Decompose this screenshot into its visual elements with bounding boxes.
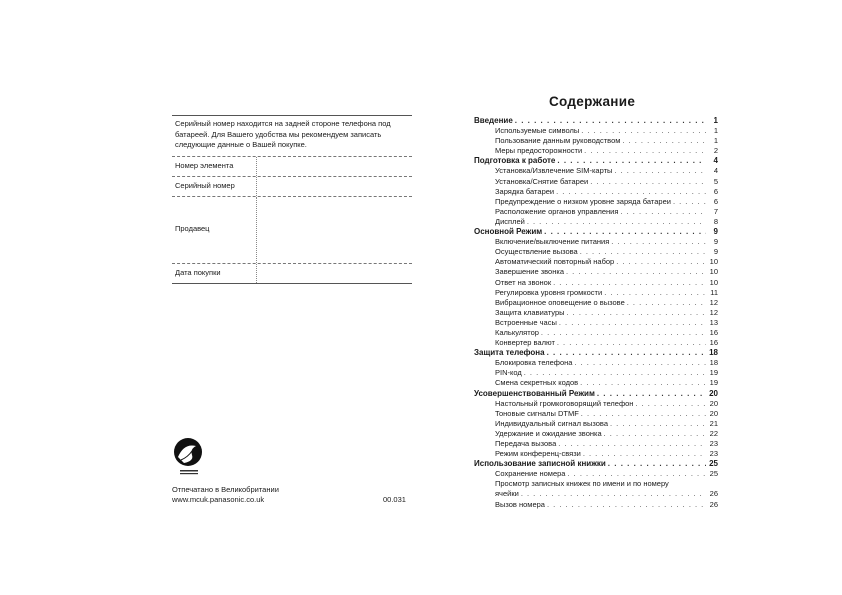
printed-in-text: Отпечатано в Великобритании xyxy=(172,485,279,494)
form-label-dealer: Продавец xyxy=(172,197,257,263)
toc-entry[interactable] xyxy=(474,278,718,288)
toc-page-number: 1 xyxy=(713,136,718,146)
document-code: 00.031 xyxy=(383,495,406,504)
toc-page-number: 6 xyxy=(713,186,718,196)
toc-page-number: 20 xyxy=(709,398,718,408)
toc-entry[interactable] xyxy=(474,419,718,429)
toc-entry-text: ячейки xyxy=(495,489,519,499)
table-of-contents xyxy=(474,116,718,510)
toc-page-number: 4 xyxy=(713,166,718,176)
toc-leader-dots xyxy=(580,247,706,257)
toc-entry-text: Основной Режим xyxy=(474,227,543,237)
toc-leader-dots xyxy=(515,116,706,126)
form-row-dealer xyxy=(172,197,412,264)
toc-entry-text: Дисплей xyxy=(495,216,525,226)
form-intro-text: Серийный номер находится на задней стороне телефона под батареей. Для Вашего удобства мы рекомендуем записать следующие данные о Вашей покупке. xyxy=(172,115,412,157)
toc-leader-dots xyxy=(567,308,706,318)
toc-page-number: 11 xyxy=(710,287,718,297)
form-label-item-number: Номер элемента xyxy=(172,157,257,176)
toc-leader-dots xyxy=(583,449,706,459)
purchase-record-form xyxy=(172,115,412,284)
toc-leader-dots xyxy=(557,156,706,166)
toc-entry-text: Просмотр записных книжек по имени и по номеру xyxy=(495,479,669,489)
toc-entry[interactable] xyxy=(474,247,718,257)
toc-entry[interactable] xyxy=(474,187,718,197)
toc-page-number: 1 xyxy=(713,126,718,136)
toc-page-number: 23 xyxy=(709,449,718,459)
toc-leader-dots xyxy=(521,489,706,499)
toc-entry-text: Предупреждение о низком уровне заряда батареи xyxy=(495,196,671,206)
toc-leader-dots xyxy=(604,288,706,298)
toc-entry[interactable] xyxy=(474,177,718,187)
toc-page-number: 13 xyxy=(709,317,718,327)
toc-entry[interactable] xyxy=(474,237,718,247)
toc-entry-text: Защита телефона xyxy=(474,348,545,358)
toc-entry-text: Включение/выключение питания xyxy=(495,237,610,247)
toc-page-number: 12 xyxy=(709,307,718,317)
toc-page-number: 10 xyxy=(709,277,718,287)
toc-leader-dots xyxy=(584,146,706,156)
toc-page-number: 12 xyxy=(709,297,718,307)
toc-leader-dots xyxy=(614,166,706,176)
toc-entry-text: Установка/Снятие батареи xyxy=(495,176,589,186)
toc-entry-text: Регулировка уровня громкости xyxy=(495,287,603,297)
toc-leader-dots xyxy=(559,318,706,328)
toc-page-number: 9 xyxy=(713,247,718,257)
toc-leader-dots xyxy=(574,358,706,368)
toc-entry-text: Блокировка телефона xyxy=(495,358,573,368)
toc-entry-text: Сохранение номера xyxy=(495,469,566,479)
toc-entry-text: Встроенные часы xyxy=(495,317,557,327)
toc-page-number: 26 xyxy=(709,499,718,509)
form-value-serial-number xyxy=(257,177,412,196)
toc-leader-dots xyxy=(557,338,706,348)
toc-entry-text: Зарядка батареи xyxy=(495,186,555,196)
toc-page-number: 4 xyxy=(713,156,718,166)
toc-leader-dots xyxy=(567,469,706,479)
toc-page-number: 20 xyxy=(709,408,718,418)
toc-entry[interactable] xyxy=(474,338,718,348)
toc-page-number: 5 xyxy=(713,176,718,186)
form-value-purchase-date xyxy=(257,264,412,283)
toc-leader-dots xyxy=(581,126,706,136)
toc-entry[interactable] xyxy=(474,308,718,318)
toc-leader-dots xyxy=(610,419,706,429)
toc-leader-dots xyxy=(611,237,706,247)
form-row-item-number xyxy=(172,157,412,177)
toc-section[interactable] xyxy=(474,227,718,237)
toc-leader-dots xyxy=(616,257,706,267)
toc-page-number: 23 xyxy=(709,439,718,448)
toc-entry[interactable] xyxy=(474,409,718,419)
toc-entry-text: Индивидуальный сигнал вызова xyxy=(495,418,608,428)
toc-entry-text: Вибрационное оповещение о вызове xyxy=(495,297,625,307)
toc-leader-dots xyxy=(597,389,706,399)
toc-section[interactable] xyxy=(474,156,718,166)
toc-page-number: 25 xyxy=(709,469,718,479)
toc-entry[interactable] xyxy=(474,378,718,388)
toc-page-number: 22 xyxy=(709,428,718,438)
toc-page-number: 9 xyxy=(713,227,718,237)
toc-leader-dots xyxy=(581,409,706,419)
toc-leader-dots xyxy=(635,399,706,409)
toc-leader-dots xyxy=(541,328,706,338)
toc-page-number: 1 xyxy=(713,116,718,125)
toc-entry[interactable] xyxy=(474,500,718,510)
toc-entry-text: Ответ на звонок xyxy=(495,277,552,287)
toc-entry[interactable] xyxy=(474,257,718,267)
toc-leader-dots xyxy=(622,136,706,146)
toc-page-number: 10 xyxy=(709,257,718,267)
toc-entry[interactable] xyxy=(474,207,718,217)
toc-title: Содержание xyxy=(549,94,636,109)
toc-entry-text: Удержание и ожидание звонка xyxy=(495,428,602,438)
form-label-purchase-date: Дата покупки xyxy=(172,264,257,283)
toc-page-number: 20 xyxy=(709,388,718,398)
toc-entry[interactable] xyxy=(474,146,718,156)
form-label-serial-number: Серийный номер xyxy=(172,177,257,196)
toc-entry[interactable] xyxy=(474,126,718,136)
toc-entry[interactable] xyxy=(474,469,718,479)
toc-page-number: 2 xyxy=(713,146,718,156)
toc-entry-text: Режим конференц-связи xyxy=(495,449,581,459)
toc-entry[interactable] xyxy=(474,197,718,207)
toc-entry[interactable] xyxy=(474,217,718,227)
toc-entry[interactable] xyxy=(474,449,718,459)
toc-entry[interactable] xyxy=(474,318,718,328)
toc-leader-dots xyxy=(556,187,706,197)
toc-entry[interactable] xyxy=(474,166,718,176)
toc-page-number: 10 xyxy=(709,267,718,277)
toc-leader-dots xyxy=(524,368,706,378)
toc-page-number: 6 xyxy=(713,196,718,206)
toc-page-number: 19 xyxy=(709,378,718,388)
toc-section[interactable] xyxy=(474,459,718,469)
toc-leader-dots xyxy=(608,459,706,469)
toc-entry-text: Усовершенствованный Режим xyxy=(474,388,595,398)
website-text: www.mcuk.panasonic.co.uk xyxy=(172,495,265,504)
toc-page-number: 16 xyxy=(709,327,718,337)
toc-entry-text: Пользование данным руководством xyxy=(495,136,621,146)
toc-entry-text: Подготовка к работе xyxy=(474,156,556,166)
toc-page-number: 18 xyxy=(709,358,718,368)
toc-leader-dots xyxy=(527,217,706,227)
toc-leader-dots xyxy=(544,227,706,237)
toc-page-number: 8 xyxy=(713,216,718,226)
toc-leader-dots xyxy=(580,378,706,388)
toc-section[interactable] xyxy=(474,348,718,358)
toc-page-number: 21 xyxy=(709,418,718,428)
toc-entry-text: Калькулятор xyxy=(495,327,539,337)
toc-leader-dots xyxy=(673,197,706,207)
toc-entry-text: Установка/Извлечение SIM-карты xyxy=(495,166,613,176)
toc-leader-dots xyxy=(553,278,706,288)
nordic-swan-logo-icon xyxy=(172,437,218,483)
toc-entry[interactable] xyxy=(474,429,718,439)
print-info xyxy=(172,485,279,505)
toc-entry-text: Смена секретных кодов xyxy=(495,378,579,388)
toc-page-number: 7 xyxy=(713,206,718,216)
toc-page-number: 16 xyxy=(709,338,718,348)
toc-entry-text: Защита клавиатуры xyxy=(495,307,565,317)
form-row-serial-number xyxy=(172,177,412,197)
toc-entry[interactable] xyxy=(474,298,718,308)
toc-entry-text: PIN-код xyxy=(495,368,522,378)
toc-entry-text: Расположение органов управления xyxy=(495,206,619,216)
toc-entry[interactable] xyxy=(474,489,718,499)
toc-entry[interactable] xyxy=(474,358,718,368)
toc-section[interactable] xyxy=(474,116,718,126)
toc-entry-text: Завершение звонка xyxy=(495,267,564,277)
toc-entry-wrap xyxy=(474,479,718,489)
toc-section[interactable] xyxy=(474,389,718,399)
toc-entry-text: Осуществление вызова xyxy=(495,247,578,257)
toc-entry-text: Настольный громкоговорящий телефон xyxy=(495,398,634,408)
toc-page-number: 18 xyxy=(709,348,718,358)
toc-page-number: 25 xyxy=(709,459,718,469)
toc-entry-text: Тоновые сигналы DTMF xyxy=(495,408,579,418)
form-value-dealer xyxy=(257,197,412,263)
toc-entry[interactable] xyxy=(474,288,718,298)
toc-leader-dots xyxy=(604,429,706,439)
toc-entry[interactable] xyxy=(474,267,718,277)
toc-leader-dots xyxy=(566,267,706,277)
toc-leader-dots xyxy=(547,500,706,510)
toc-leader-dots xyxy=(620,207,706,217)
toc-page-number: 26 xyxy=(709,489,718,499)
toc-leader-dots xyxy=(558,439,706,449)
toc-entry[interactable] xyxy=(474,328,718,338)
toc-page-number: 19 xyxy=(709,368,718,378)
toc-entry[interactable] xyxy=(474,439,718,449)
toc-entry-text: Использование записной книжки xyxy=(474,459,606,469)
toc-entry[interactable] xyxy=(474,136,718,146)
toc-entry[interactable] xyxy=(474,368,718,378)
toc-entry-text: Введение xyxy=(474,116,513,125)
toc-leader-dots xyxy=(627,298,706,308)
toc-entry-text: Используемые символы xyxy=(495,126,580,136)
toc-entry-text: Автоматический повторный набор xyxy=(495,257,615,267)
toc-entry[interactable] xyxy=(474,399,718,409)
toc-entry-text: Передача вызова xyxy=(495,439,557,448)
toc-entry-text: Конвертер валют xyxy=(495,338,555,348)
form-value-item-number xyxy=(257,157,412,176)
toc-page-number: 9 xyxy=(713,237,718,247)
toc-leader-dots xyxy=(547,348,706,358)
toc-entry-text: Вызов номера xyxy=(495,499,545,509)
toc-leader-dots xyxy=(590,177,706,187)
toc-entry-text: Меры предосторожности xyxy=(495,146,583,156)
form-row-purchase-date xyxy=(172,264,412,284)
